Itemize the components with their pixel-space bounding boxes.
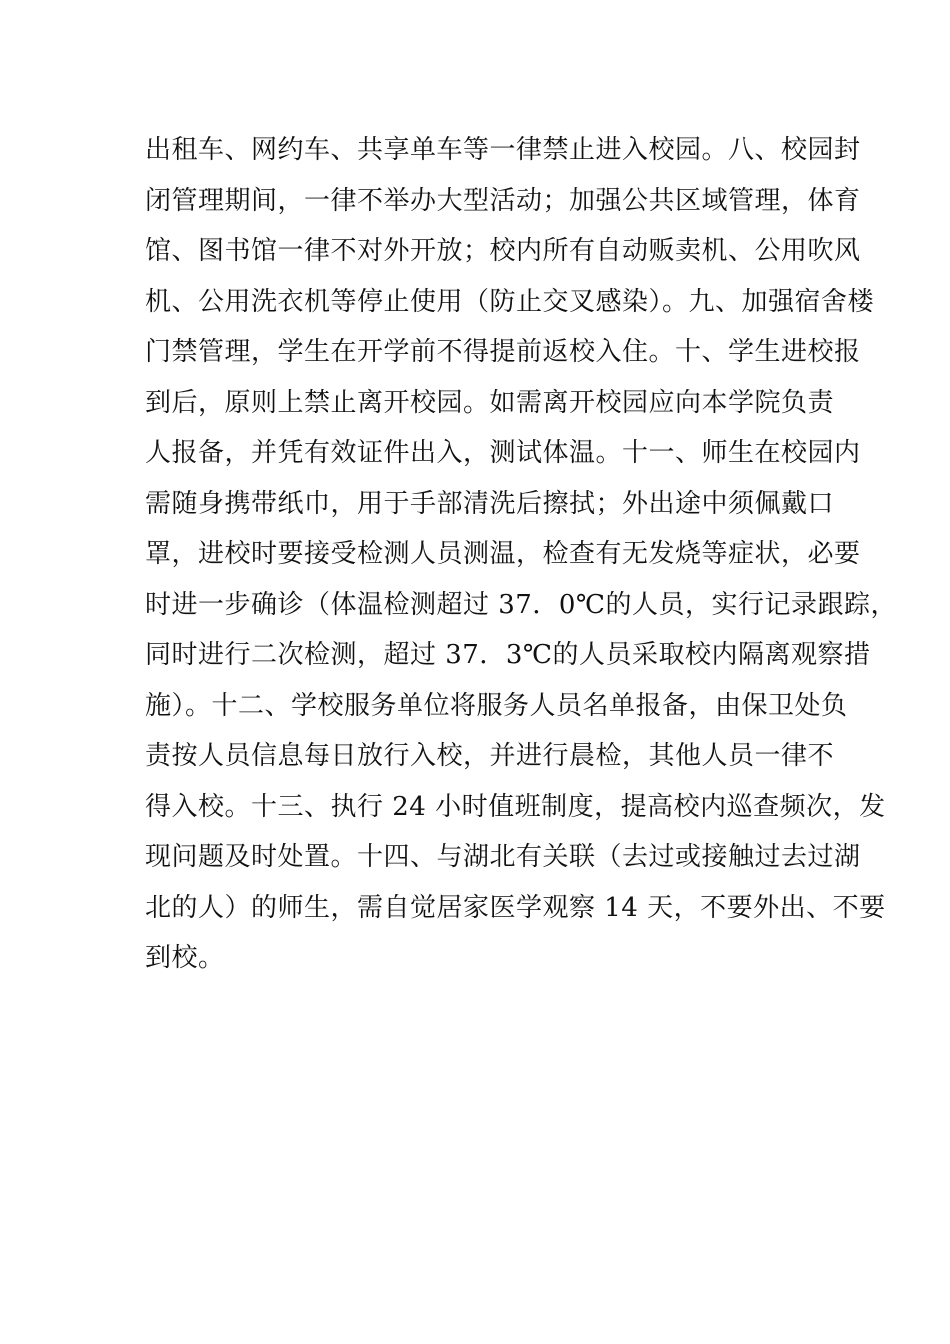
paragraph-line: 罩，进校时要接受检测人员测温，检查有无发烧等症状，必要 xyxy=(145,539,861,569)
paragraph-line: 时进一步确诊（体温检测超过 37．0℃的人员，实行记录跟踪， xyxy=(145,589,897,620)
paragraph-line: 到校。 xyxy=(145,943,225,973)
paragraph-line: 北的人）的师生，需自觉居家医学观察 14 天，不要外出、不要 xyxy=(145,892,886,923)
paragraph-line: 闭管理期间，一律不举办大型活动；加强公共区域管理，体育 xyxy=(145,185,861,216)
paragraph-line: 得入校。十三、执行 24 小时值班制度，提高校内巡查频次，发 xyxy=(145,791,886,822)
paragraph-line: 出租车、网约车、共享单车等一律禁止进入校园。八、校园封 xyxy=(145,135,861,165)
paragraph-line: 同时进行二次检测，超过 37．3℃的人员采取校内隔离观察措 xyxy=(145,640,871,670)
paragraph-line: 馆、图书馆一律不对外开放；校内所有自动贩卖机、公用吹风 xyxy=(145,236,861,266)
paragraph-line: 门禁管理，学生在开学前不得提前返校入住。十、学生进校报 xyxy=(145,337,861,367)
body-paragraph xyxy=(145,125,897,984)
paragraph-line: 到后，原则上禁止离开校园。如需离开校园应向本学院负责 xyxy=(145,387,835,418)
paragraph-line: 现问题及时处置。十四、与湖北有关联（去过或接触过去过湖 xyxy=(145,842,861,872)
paragraph-line: 需随身携带纸巾，用于手部清洗后擦拭；外出途中须佩戴口 xyxy=(145,488,835,519)
paragraph-line: 机、公用洗衣机等停止使用（防止交叉感染）。九、加强宿舍楼 xyxy=(145,286,875,317)
paragraph-line: 施）。十二、学校服务单位将服务人员名单报备，由保卫处负 xyxy=(145,690,848,721)
paragraph-line: 责按人员信息每日放行入校，并进行晨检，其他人员一律不 xyxy=(145,741,835,771)
paragraph-line: 人报备，并凭有效证件出入，测试体温。十一、师生在校园内 xyxy=(145,438,861,468)
